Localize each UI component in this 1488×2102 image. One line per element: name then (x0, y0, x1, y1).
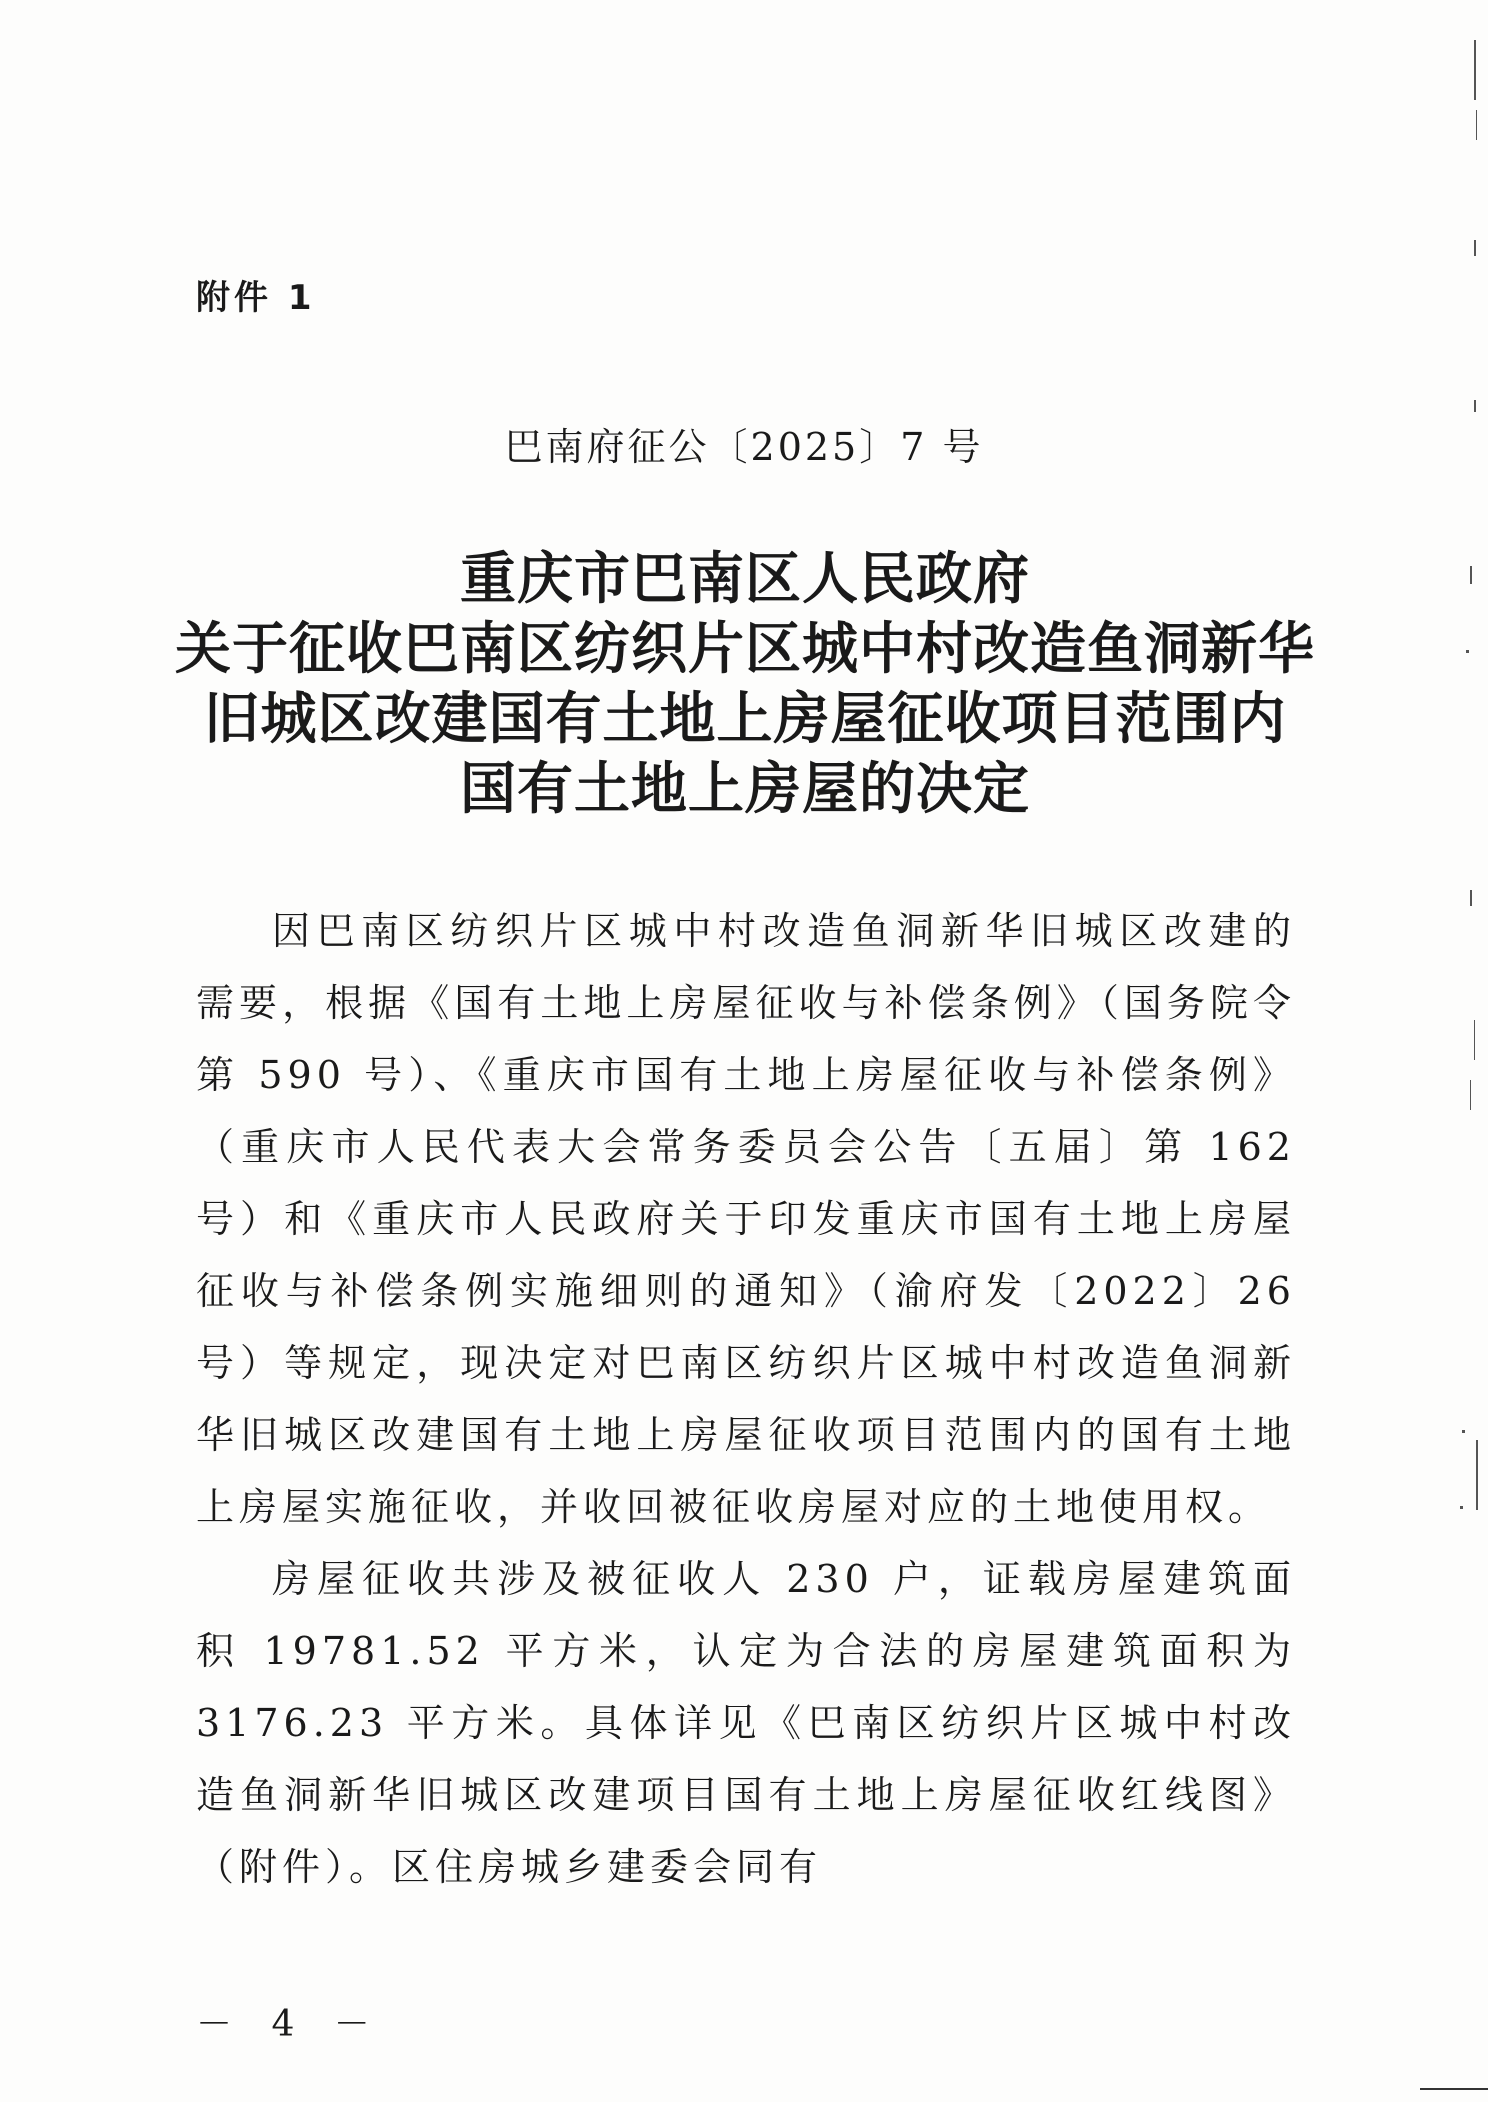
scan-artifact (1470, 566, 1472, 584)
scan-artifact (1474, 1020, 1475, 1060)
scan-artifact (1460, 1506, 1463, 1509)
scan-artifact (1474, 400, 1476, 412)
scan-artifact (1474, 240, 1476, 256)
attachment-label: 附件 1 (196, 278, 316, 318)
page-number: － 4 － (196, 2004, 384, 2045)
title-line: 旧城区改建国有土地上房屋征收项目范围内 (203, 687, 1287, 752)
scan-artifact (1474, 40, 1476, 100)
scan-artifact (1470, 890, 1472, 906)
document-title (150, 545, 1340, 825)
scan-artifact (1466, 650, 1469, 653)
scan-artifact (1462, 1430, 1465, 1433)
title-line: 重庆市巴南区人民政府 (460, 547, 1030, 612)
title-line: 关于征收巴南区纺织片区城中村改造鱼洞新华 (175, 617, 1315, 682)
body-paragraph: 因巴南区纺织片区城中村改造鱼洞新华旧城区改建的需要，根据《国有土地上房屋征收与补偿条例》（国务院令第 590 号）、《重庆市国有土地上房屋征收与补偿条例》（重庆市人民代表大会常务委员会公告〔五届〕第 162 号）和《重庆市人民政府关于印发重庆市国有土地上房屋征收与补偿条例实施细则的通知》（渝府发〔2022〕26 号）等规定，现决定对巴南区纺织片区城中村改造鱼洞新华旧城区改建国有土地上房屋征收项目范围内的国有土地上房屋实施征收，并收回被征收房屋对应的土地使用权。 (196, 909, 1296, 1529)
scan-artifact (1476, 110, 1477, 140)
body-paragraph: 房屋征收共涉及被征收人 230 户，证载房屋建筑面积 19781.52 平方米，认定为合法的房屋建筑面积为 3176.23 平方米。具体详见《巴南区纺织片区城中村改造鱼洞新华旧城区改建项目国有土地上房屋征收红线图》（附件）。区住房城乡建委会同有 (196, 1557, 1296, 1889)
document-number: 巴南府征公〔2025〕7 号 (504, 425, 984, 469)
document-body (196, 895, 1296, 1903)
scan-edge-line (1420, 2088, 1488, 2090)
title-line: 国有土地上房屋的决定 (460, 757, 1030, 822)
scan-artifact (1470, 1080, 1471, 1110)
scan-artifact (1476, 1440, 1478, 1510)
